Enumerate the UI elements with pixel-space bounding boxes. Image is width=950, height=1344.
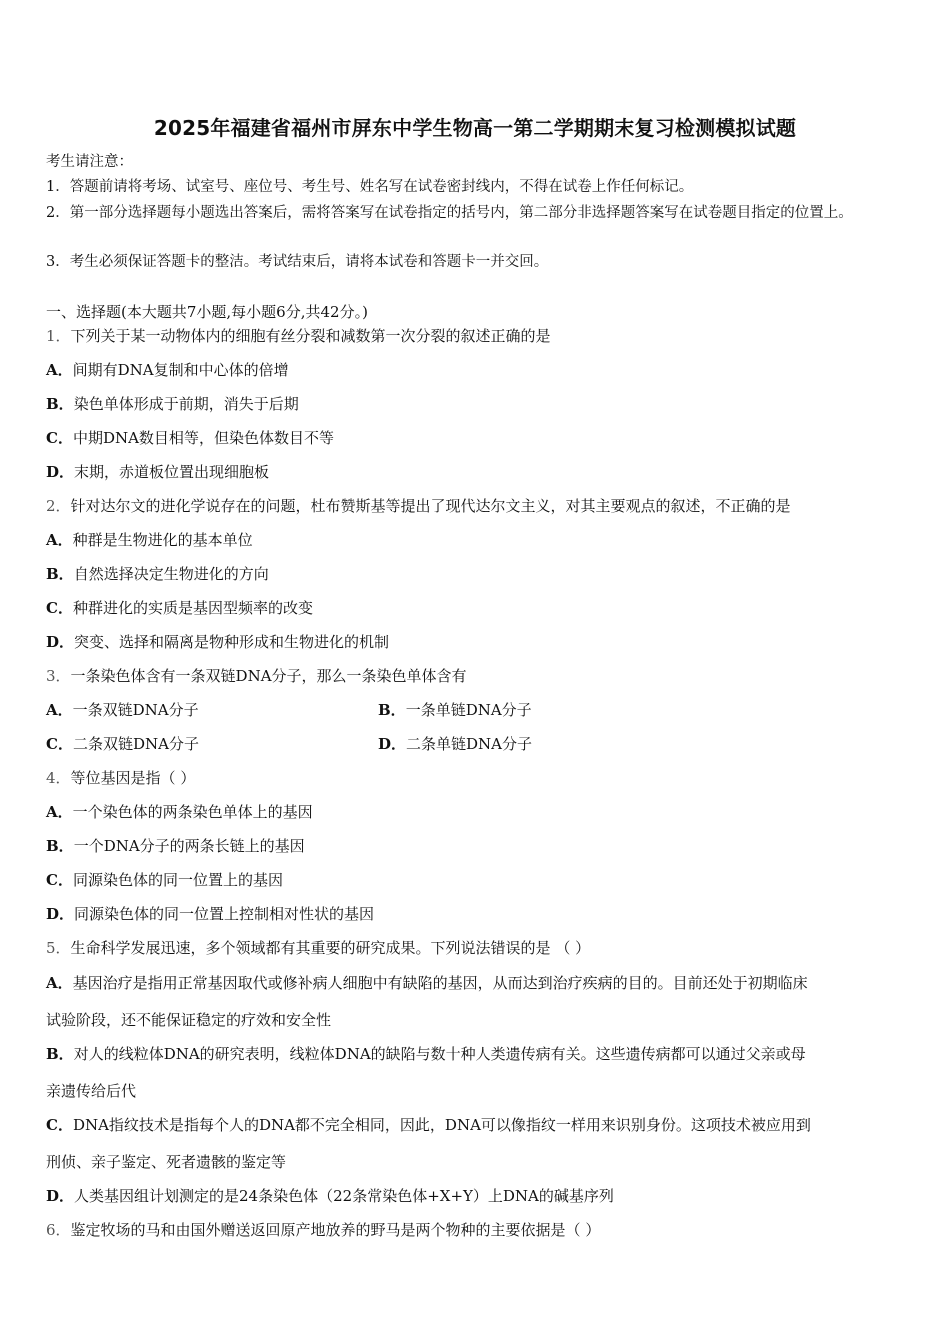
question-stem [46,1219,600,1241]
option-c [46,733,199,755]
option-letter: A． [46,531,73,549]
question-stem [46,325,551,347]
question-number: 2． [46,497,71,515]
question-number: 5． [46,939,71,957]
question-stem [46,937,590,959]
option-d [378,733,532,755]
option-letter: D． [46,463,75,481]
option-continuation: 亲遗传给后代 [46,1082,137,1100]
option-letter: C． [46,735,73,753]
option-letter: A． [46,803,73,821]
option-b [46,835,305,857]
option-text: 中期DNA数目相等，但染色体数目不等 [72,429,334,447]
option-letter: A． [46,974,73,992]
option-text: 间期有DNA复制和中心体的倍增 [72,361,289,379]
question-stem [46,495,791,517]
question-number: 3． [46,667,71,685]
option-text: 突变、选择和隔离是物种形成和生物进化的机制 [74,633,390,651]
option-text: 一条双链DNA分子 [72,701,199,719]
option-text: 种群是生物进化的基本单位 [72,531,253,549]
option-letter: D． [46,905,75,923]
option-b [46,393,299,415]
option-c [46,869,283,891]
option-a [46,972,808,994]
option-letter: B． [378,701,406,719]
option-b [46,563,269,585]
option-letter: B． [46,837,74,855]
question-number: 4． [46,769,71,787]
question-stem [46,767,195,789]
option-a [46,359,289,381]
option-d [46,903,374,925]
question-text: 鉴定牧场的马和由国外赠送返回原产地放养的野马是两个物种的主要依据是（ ） [70,1221,601,1239]
option-letter: A． [46,361,73,379]
question-number: 1． [46,327,71,345]
question-text: 等位基因是指（ ） [70,769,196,787]
page-title: 2025年福建省福州市屏东中学生物高一第二学期期末复习检测模拟试题 [153,116,797,140]
option-letter: B． [46,565,74,583]
notice-item: 1．答题前请将考场、试室号、座位号、考生号、姓名写在试卷密封线内，不得在试卷上作任何标记。 [46,179,694,195]
option-letter: D． [378,735,407,753]
notice-heading: 考生请注意： [46,154,133,170]
option-text: 对人的线粒体DNA的研究表明，线粒体DNA的缺陷与数十种人类遗传病有关。这些遗传病都可以通过父亲或母 [73,1045,806,1063]
option-text: 种群进化的实质是基因型频率的改变 [72,599,313,617]
option-letter: C． [46,1116,73,1134]
option-d [46,631,389,653]
option-letter: A． [46,701,73,719]
option-letter: C． [46,599,73,617]
option-text: 人类基因组计划测定的是24条染色体（22条常染色体+X+Y）上DNA的碱基序列 [74,1187,614,1205]
option-b [378,699,532,721]
option-continuation: 刑侦、亲子鉴定、死者遗骸的鉴定等 [46,1153,287,1171]
option-text: 一个染色体的两条染色单体上的基因 [72,803,313,821]
option-text: 二条双链DNA分子 [72,735,199,753]
option-text: 二条单链DNA分子 [406,735,533,753]
option-c [46,597,313,619]
option-text: DNA指纹技术是指每个人的DNA都不完全相同，因此，DNA可以像指纹一样用来识别身份。这项技术被应用到 [72,1116,811,1134]
option-b [46,1043,806,1065]
option-c [46,1114,811,1136]
question-text: 一条染色体含有一条双链DNA分子，那么一条染色单体含有 [70,667,467,685]
option-d [46,461,269,483]
option-letter: B． [46,395,74,413]
option-a [46,529,253,551]
notice-item: 2．第一部分选择题每小题选出答案后，需将答案写在试卷指定的括号内，第二部分非选择题答案写在试卷题目指定的位置上。 [46,205,853,221]
option-letter: C． [46,871,73,889]
option-letter: D． [46,1187,75,1205]
question-number: 6． [46,1221,71,1239]
option-d [46,1185,614,1207]
option-text: 同源染色体的同一位置上控制相对性状的基因 [74,905,375,923]
option-text: 染色单体形成于前期，消失于后期 [73,395,299,413]
notice-item: 3．考生必须保证答题卡的整洁。考试结束后，请将本试卷和答题卡一并交回。 [46,254,549,270]
option-text: 同源染色体的同一位置上的基因 [72,871,283,889]
option-a [46,801,313,823]
option-text: 一条单链DNA分子 [405,701,532,719]
option-continuation: 试验阶段，还不能保证稳定的疗效和安全性 [46,1011,332,1029]
option-text: 自然选择决定生物进化的方向 [73,565,269,583]
option-text: 基因治疗是指用正常基因取代或修补病人细胞中有缺陷的基因，从而达到治疗疾病的目的。目前还处于初期临床 [72,974,808,992]
option-text: 一个DNA分子的两条长链上的基因 [73,837,305,855]
option-letter: D． [46,633,75,651]
option-letter: B． [46,1045,74,1063]
question-text: 针对达尔文的进化学说存在的问题，杜布赞斯基等提出了现代达尔文主义，对其主要观点的叙述，不正确的是 [70,497,791,515]
option-c [46,427,334,449]
option-letter: C． [46,429,73,447]
question-text: 下列关于某一动物体内的细胞有丝分裂和减数第一次分裂的叙述正确的是 [70,327,551,345]
section-heading: 一、选择题(本大题共7小题,每小题6分,共42分。) [46,303,368,321]
question-stem [46,665,467,687]
question-text: 生命科学发展迅速，多个领域都有其重要的研究成果。下列说法错误的是 （ ） [70,939,591,957]
option-text: 末期，赤道板位置出现细胞板 [74,463,270,481]
option-a [46,699,199,721]
